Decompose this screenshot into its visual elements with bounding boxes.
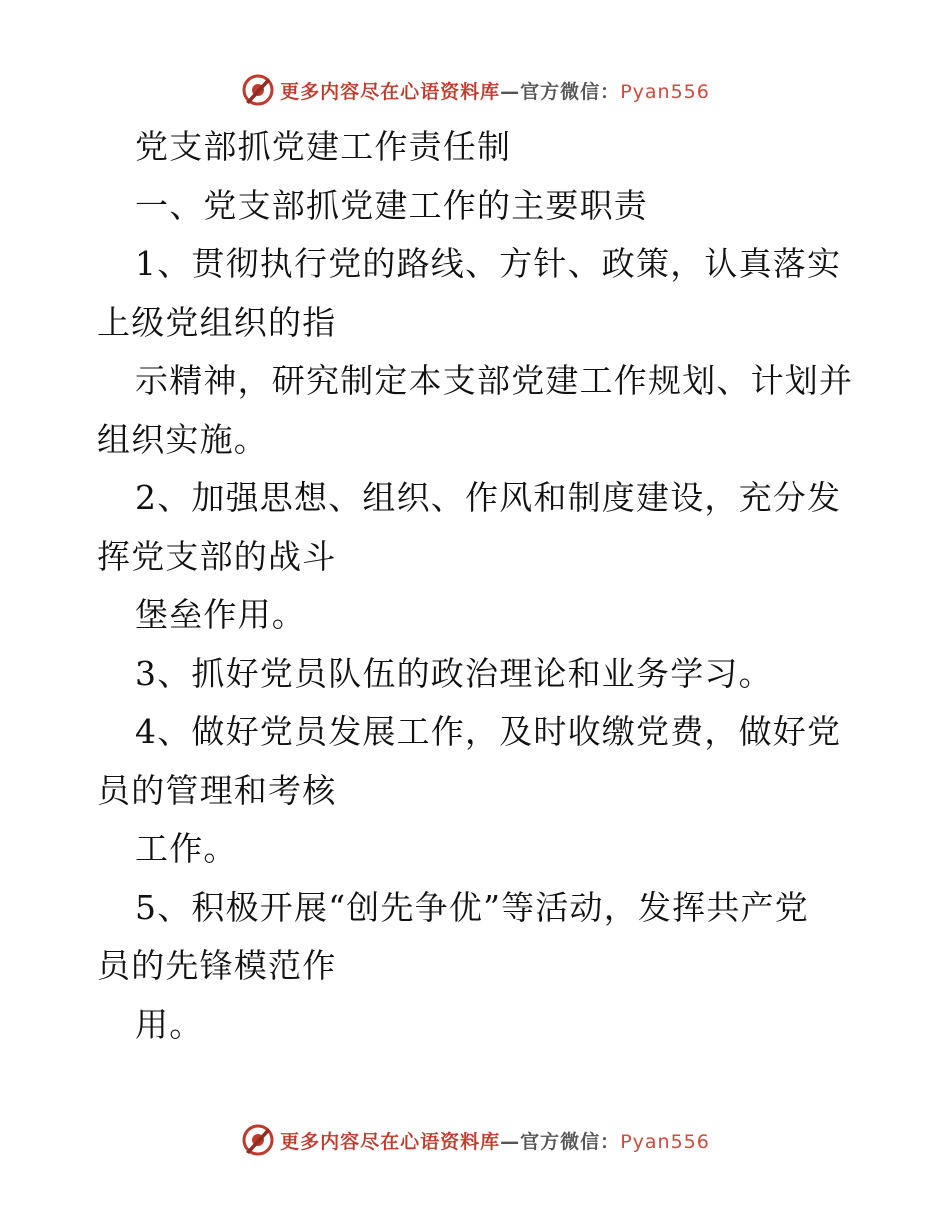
header-slogan: 更多内容尽在心语资料库 [280,80,501,103]
paragraph-line: 工作。 [135,829,238,868]
footer-wechat-id: Pyan556 [620,1130,710,1153]
paragraph-line: 示精神，研究制定本支部党建工作规划、计划并 [135,361,854,400]
header-wechat-id: Pyan556 [620,80,710,103]
header-separator: — [500,80,521,103]
quill-logo-icon [240,1122,276,1158]
footer-slogan: 更多内容尽在心语资料库 [280,1130,501,1153]
header-banner [0,70,950,110]
paragraph-line: 组织实施。 [97,419,268,459]
paragraph-line: 上级党组织的指 [97,302,337,342]
document-body [97,118,857,1054]
header-text [280,77,710,104]
paragraph-line: 5、积极开展“创先争优”等活动，发挥共产党 [135,887,809,927]
paragraph-line: 1、贯彻执行党的路线、方针、政策，认真落实 [135,244,842,283]
paragraph-line: 员的管理和考核 [97,770,337,810]
paragraph-line: 用。 [135,1004,204,1044]
paragraph-line: 3、抓好党员队伍的政治理论和业务学习。 [135,653,773,693]
footer-separator: — [500,1130,521,1153]
paragraph-line: 挥党支部的战斗 [97,536,337,576]
footer-banner [0,1120,950,1160]
paragraph-line: 4、做好党员发展工作，及时收缴党费，做好党 [135,712,842,751]
section-heading: 一、党支部抓党建工作的主要职责 [135,185,648,225]
footer-text [280,1127,710,1154]
paragraph-line: 堡垒作用。 [135,595,306,634]
header-wechat-label: 官方微信： [520,80,621,103]
document-title: 党支部抓党建工作责任制 [135,127,512,166]
quill-logo-icon [240,72,276,108]
paragraph-line: 员的先锋模范作 [97,946,337,985]
paragraph-line: 2、加强思想、组织、作风和制度建设，充分发 [135,478,842,517]
footer-wechat-label: 官方微信： [520,1130,621,1153]
